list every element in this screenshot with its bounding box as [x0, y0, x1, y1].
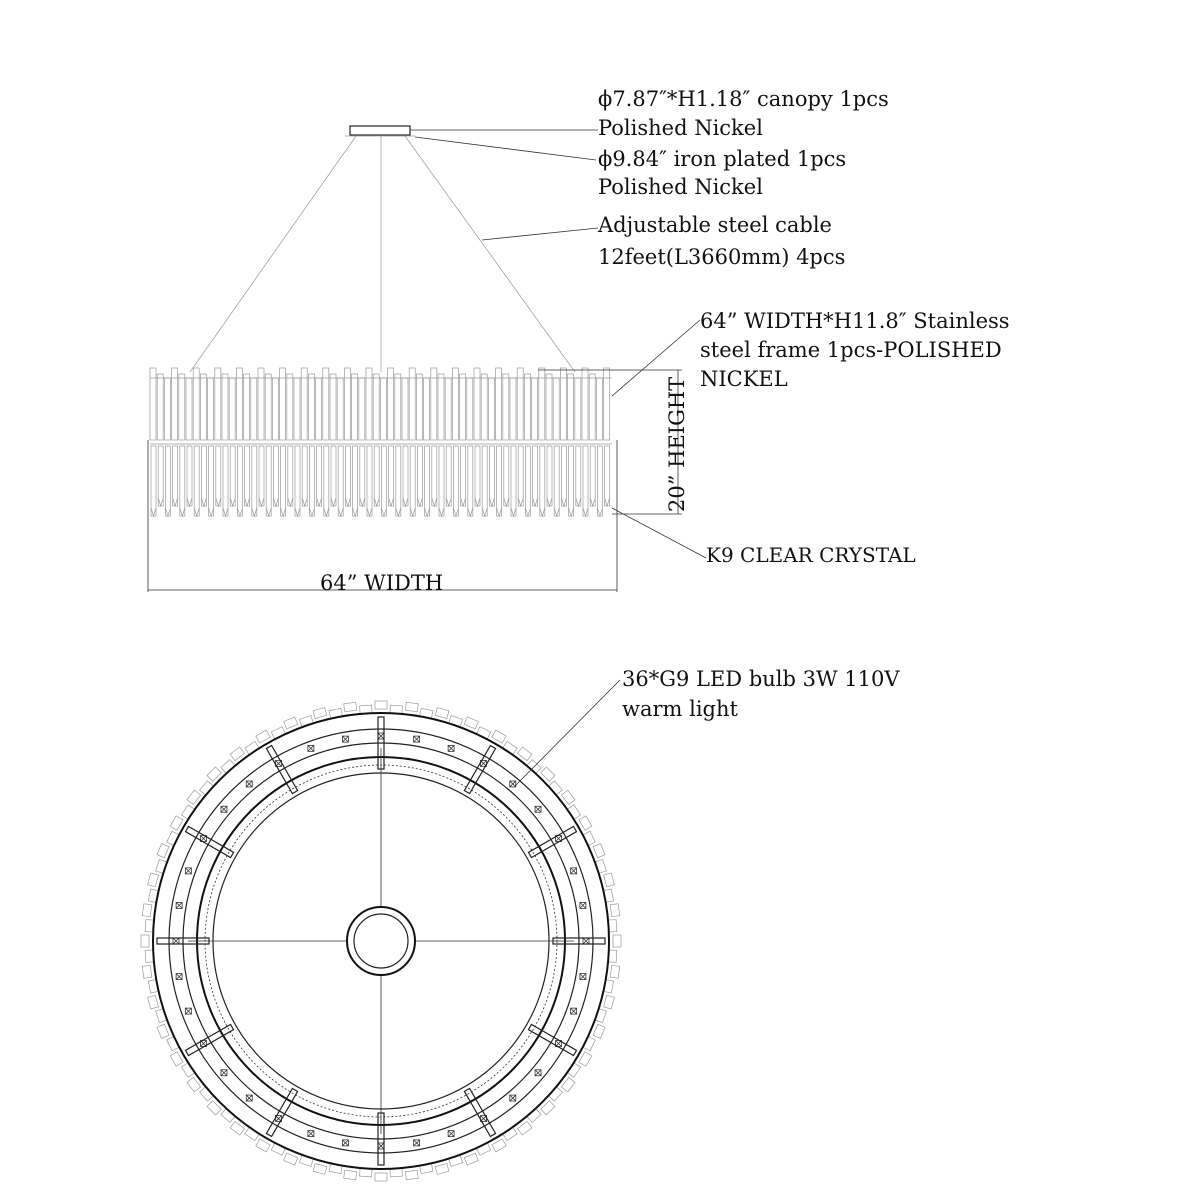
crystal-body: [150, 368, 612, 516]
lower-crystal: [461, 446, 466, 506]
upper-crystal: [157, 374, 163, 440]
outer-crystal: [157, 844, 169, 858]
lower-crystal: [201, 446, 206, 506]
upper-crystal: [395, 374, 401, 440]
lower-crystal: [389, 446, 394, 506]
led-bulb: [176, 974, 182, 980]
upper-crystal: [488, 378, 494, 440]
outer-crystal: [170, 1052, 183, 1066]
bulb-label-1: 36*G9 LED bulb 3W 110V: [622, 667, 900, 691]
upper-crystal: [229, 378, 235, 440]
lower-crystal: [252, 446, 257, 516]
upper-crystal: [553, 378, 559, 440]
led-bulb: [176, 902, 182, 908]
led-bulb: [580, 974, 586, 980]
led-bulb: [378, 733, 384, 739]
bulb-label-2: warm light: [622, 697, 738, 721]
lower-crystal: [583, 446, 588, 516]
lower-crystal: [410, 446, 415, 516]
led-bulb: [448, 745, 454, 751]
upper-crystal: [409, 368, 415, 440]
upper-crystal: [388, 368, 394, 440]
lower-crystal: [518, 446, 523, 506]
outer-crystal: [604, 873, 615, 887]
led-bulb: [510, 1095, 516, 1101]
upper-crystal: [208, 378, 214, 440]
led-bulb: [173, 938, 179, 944]
upper-crystal: [373, 374, 379, 440]
outer-crystal: [375, 1173, 387, 1181]
outer-crystal: [610, 904, 619, 917]
led-bulb: [571, 868, 577, 874]
upper-crystal: [244, 374, 250, 440]
lower-crystal: [468, 446, 473, 516]
upper-crystal: [582, 368, 588, 440]
outer-crystal: [579, 816, 592, 830]
hub-outer: [347, 907, 415, 975]
outer-crystal: [435, 1164, 449, 1175]
upper-crystal: [186, 378, 192, 440]
outer-crystal: [492, 1139, 506, 1152]
upper-crystal: [460, 374, 466, 440]
upper-crystal: [503, 374, 509, 440]
cable-label-2: 12feet(L3660mm) 4pcs: [598, 245, 846, 269]
lower-crystal: [209, 446, 214, 516]
upper-crystal: [172, 368, 178, 440]
lower-crystal: [324, 446, 329, 516]
upper-crystal: [164, 378, 170, 440]
outer-crystal: [284, 717, 298, 729]
upper-crystal: [560, 368, 566, 440]
led-bulb: [246, 1095, 252, 1101]
lower-crystal: [489, 446, 494, 506]
upper-crystal: [575, 378, 581, 440]
lower-crystal: [173, 446, 178, 506]
lower-crystal: [216, 446, 221, 506]
upper-crystal: [222, 374, 228, 440]
led-bulb: [535, 1070, 541, 1076]
lower-crystal: [453, 446, 458, 516]
crystal-label: K9 CLEAR CRYSTAL: [706, 543, 916, 567]
outer-crystal: [344, 1170, 357, 1179]
upper-crystal: [359, 378, 365, 440]
outer-crystal: [464, 1153, 478, 1165]
lower-crystal: [295, 446, 300, 516]
canopy-label-1: ϕ7.87″*H1.18″ canopy 1pcs: [598, 87, 889, 111]
upper-crystal: [251, 378, 257, 440]
upper-crystal: [193, 368, 199, 440]
lower-crystal: [533, 446, 538, 506]
frame-label-2: steel frame 1pcs-POLISHED: [700, 338, 1002, 362]
lower-crystal: [165, 446, 170, 516]
upper-crystal: [424, 378, 430, 440]
upper-crystal: [258, 368, 264, 440]
lower-crystal: [187, 446, 192, 506]
outer-crystal: [148, 995, 159, 1009]
outer-crystal: [405, 1170, 418, 1179]
lower-crystal: [547, 446, 552, 506]
upper-crystal: [265, 374, 271, 440]
outer-crystal: [230, 1121, 244, 1135]
upper-crystal: [287, 374, 293, 440]
lower-crystal: [259, 446, 264, 506]
outer-crystal: [142, 904, 151, 917]
lower-crystal: [511, 446, 516, 516]
led-bulb: [308, 1131, 314, 1137]
outer-crystal: [256, 1139, 270, 1152]
outer-crystal: [579, 1052, 592, 1066]
outer-crystal: [187, 1077, 201, 1091]
outer-crystal: [148, 873, 159, 887]
outer-crystal: [256, 730, 270, 743]
bulb-leader: [515, 680, 620, 786]
lower-crystal: [569, 446, 574, 516]
height-dimension: [538, 370, 682, 514]
led-bulb: [448, 1131, 454, 1137]
led-bulb: [378, 1143, 384, 1149]
led-bulb: [583, 938, 589, 944]
upper-crystal: [316, 378, 322, 440]
upper-crystal: [323, 368, 329, 440]
upper-crystal: [481, 374, 487, 440]
lower-crystal: [345, 446, 350, 506]
lower-crystal: [237, 446, 242, 516]
outer-crystal: [207, 1101, 221, 1115]
outer-crystal: [435, 708, 449, 719]
led-bulb: [246, 781, 252, 787]
lower-crystal: [590, 446, 595, 506]
led-bulb: [221, 1070, 227, 1076]
outer-crystal: [604, 995, 615, 1009]
upper-crystal: [236, 368, 242, 440]
upper-crystal: [452, 368, 458, 440]
upper-crystal: [301, 368, 307, 440]
upper-crystal: [568, 374, 574, 440]
outer-crystal: [610, 965, 619, 978]
upper-crystal: [510, 378, 516, 440]
upper-crystal: [380, 378, 386, 440]
lower-crystal: [446, 446, 451, 506]
upper-crystal: [517, 368, 523, 440]
lower-crystal: [482, 446, 487, 516]
upper-crystal: [589, 374, 595, 440]
lower-crystal: [302, 446, 307, 506]
upper-crystal: [366, 368, 372, 440]
lower-crystal: [403, 446, 408, 506]
lower-crystal: [439, 446, 444, 516]
upper-crystal: [431, 368, 437, 440]
lower-crystal: [417, 446, 422, 506]
outer-crystal: [344, 702, 357, 711]
outer-crystal: [561, 1077, 575, 1091]
upper-crystal: [438, 374, 444, 440]
lower-crystal: [497, 446, 502, 516]
outer-crystal: [613, 935, 621, 947]
outer-crystal: [492, 730, 506, 743]
upper-crystal: [539, 368, 545, 440]
upper-crystal: [467, 378, 473, 440]
lower-crystal: [266, 446, 271, 516]
lower-crystal: [425, 446, 430, 516]
steel-cables: [190, 136, 575, 372]
lower-crystal: [353, 446, 358, 516]
outer-crystal: [561, 790, 575, 804]
upper-crystal: [524, 374, 530, 440]
upper-crystal: [496, 368, 502, 440]
outer-crystal: [541, 767, 555, 781]
upper-crystal: [272, 378, 278, 440]
outer-crystal: [593, 1024, 605, 1038]
led-bulb: [571, 1008, 577, 1014]
upper-crystal: [280, 368, 286, 440]
lower-crystal: [381, 446, 386, 516]
height-label: 20” HEIGHT: [665, 376, 689, 512]
upper-crystal: [604, 368, 610, 440]
canopy: [350, 126, 410, 135]
lower-crystal: [245, 446, 250, 506]
outer-crystal: [187, 790, 201, 804]
lower-crystal: [396, 446, 401, 516]
canopy-label-2: Polished Nickel: [598, 116, 763, 140]
lower-crystal: [230, 446, 235, 506]
lower-crystal: [151, 446, 156, 516]
lower-crystal: [180, 446, 185, 516]
lower-crystal: [194, 446, 199, 516]
lower-crystal: [576, 446, 581, 506]
outer-crystal: [230, 747, 244, 761]
outer-crystal: [313, 708, 327, 719]
lower-crystal: [158, 446, 163, 506]
lower-crystal: [554, 446, 559, 516]
lower-crystal: [281, 446, 286, 516]
led-bulb: [535, 806, 541, 812]
led-bulb: [580, 902, 586, 908]
frame-label-1: 64” WIDTH*H11.8″ Stainless: [700, 309, 1010, 333]
upper-crystal: [352, 374, 358, 440]
lower-crystal: [504, 446, 509, 506]
upper-crystal: [200, 374, 206, 440]
upper-crystal: [150, 368, 156, 440]
outer-crystal: [170, 816, 183, 830]
upper-crystal: [416, 374, 422, 440]
outer-crystal: [284, 1153, 298, 1165]
upper-crystal: [330, 374, 336, 440]
outer-crystal: [541, 1101, 555, 1115]
lower-crystal: [561, 446, 566, 506]
iron-plate-label-2: Polished Nickel: [598, 175, 763, 199]
lower-crystal: [338, 446, 343, 516]
outer-crystal: [517, 1121, 531, 1135]
iron-plate-label-1: ϕ9.84″ iron plated 1pcs: [598, 147, 847, 171]
led-bulb: [510, 781, 516, 787]
outer-crystal: [142, 965, 151, 978]
led-bulb: [308, 745, 314, 751]
upper-crystal: [402, 378, 408, 440]
led-bulb: [414, 1140, 420, 1146]
cable-label-1: Adjustable steel cable: [598, 213, 832, 237]
upper-crystal: [546, 374, 552, 440]
led-bulb: [414, 736, 420, 742]
lower-crystal: [331, 446, 336, 506]
lower-crystal: [605, 446, 610, 506]
outer-crystal: [313, 1164, 327, 1175]
lower-crystal: [288, 446, 293, 506]
led-bulb: [221, 806, 227, 812]
lower-crystal: [367, 446, 372, 516]
upper-crystal: [308, 374, 314, 440]
lower-crystal: [374, 446, 379, 506]
outer-crystal: [464, 717, 478, 729]
led-bulb: [185, 1008, 191, 1014]
outer-crystal: [517, 747, 531, 761]
outer-crystal: [157, 1024, 169, 1038]
outer-crystal: [141, 935, 149, 947]
outer-crystal: [593, 844, 605, 858]
lower-crystal: [525, 446, 530, 516]
top-view: [141, 667, 900, 1181]
lower-crystal: [432, 446, 437, 506]
upper-crystal: [344, 368, 350, 440]
lower-crystal: [597, 446, 602, 516]
lower-crystal: [360, 446, 365, 506]
upper-crystal: [445, 378, 451, 440]
outer-crystal: [375, 701, 387, 709]
lower-crystal: [317, 446, 322, 506]
lower-crystal: [273, 446, 278, 506]
outer-crystal: [207, 767, 221, 781]
upper-crystal: [474, 368, 480, 440]
outer-crystal: [405, 702, 418, 711]
upper-crystal: [215, 368, 221, 440]
frame-label-3: NICKEL: [700, 367, 788, 391]
upper-crystal: [294, 378, 300, 440]
side-view: [148, 87, 1010, 595]
upper-crystal: [337, 378, 343, 440]
width-label: 64” WIDTH: [320, 571, 444, 595]
led-bulb: [342, 736, 348, 742]
led-bulb: [342, 1140, 348, 1146]
lower-crystal: [475, 446, 480, 506]
led-bulb: [185, 868, 191, 874]
lower-crystal: [223, 446, 228, 516]
upper-crystal: [596, 378, 602, 440]
upper-crystal: [179, 374, 185, 440]
lower-crystal: [309, 446, 314, 516]
upper-crystal: [532, 378, 538, 440]
lower-crystal: [540, 446, 545, 516]
